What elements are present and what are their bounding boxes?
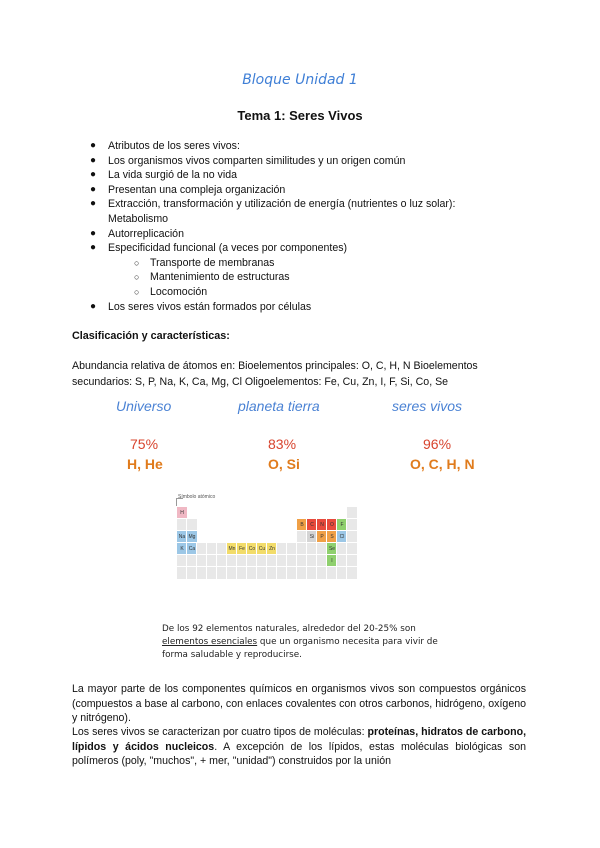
list-item: ● Extracción, transformación y utilización de energía (nutrientes o luz solar): Metabolismo: [90, 198, 456, 225]
list-item: ● Especificidad funcional (a veces por componentes) ○ Transporte de membranas ○ Mantenimiento de estructuras ○ Locomoción: [90, 241, 520, 299]
periodic-cell: S: [326, 530, 338, 544]
figure-caption: De los 92 elementos naturales, alrededor del 20-25% son elementos esenciales que un organismo necesita para vivir de forma saludable y reproducirse.: [162, 624, 438, 660]
list-item: ● Los organismos vivos comparten similitudes y un origen común: [90, 154, 406, 167]
periodic-cell: P: [316, 530, 328, 544]
periodic-cell: Co: [246, 542, 258, 556]
periodic-cell: Ca: [186, 542, 198, 556]
organic-compounds-paragraph: La mayor parte de los componentes químicos en organismos vivos son compuestos orgánicos (compuestos a base al carbono, con enlaces covalentes con otros carbonos, hidrógeno, oxígeno y nitrógeno).: [72, 683, 526, 724]
periodic-cell: Zn: [266, 542, 278, 556]
universe-elements: H, He: [127, 456, 163, 472]
list-item: ● Atributos de los seres vivos:: [90, 140, 240, 152]
periodic-cell: H: [176, 506, 188, 520]
list-item: ● Presentan una compleja organización: [90, 183, 286, 196]
periodic-cell: Se: [326, 542, 338, 556]
periodic-cell: F: [336, 518, 348, 532]
earth-title: planeta tierra: [238, 398, 320, 414]
periodic-cell: Si: [306, 530, 318, 544]
attributes-list: [90, 139, 520, 314]
living-percent: 96%: [423, 436, 452, 452]
periodic-cell: Mg: [186, 530, 198, 544]
list-item: ● Autorreplicación: [90, 227, 184, 240]
periodic-cell: K: [176, 542, 188, 556]
essential-elements-link: elementos esenciales: [162, 637, 258, 647]
periodic-cell: B: [296, 518, 308, 532]
periodic-cell: Cl: [336, 530, 348, 544]
living-beings-title: seres vivos: [392, 398, 463, 414]
sub-list-item: ○ Locomoción: [134, 285, 208, 298]
block-title: Bloque Unidad 1: [242, 72, 358, 88]
periodic-cell: Fe: [236, 542, 248, 556]
periodic-cell: Cu: [256, 542, 268, 556]
earth-percent: 83%: [268, 436, 297, 452]
sub-list: [108, 256, 520, 300]
periodic-cell: C: [306, 518, 318, 532]
universe-title: Universo: [116, 398, 172, 414]
list-item: ● La vida surgió de la no vida: [90, 169, 237, 182]
sub-list-item: ○ Mantenimiento de estructuras: [134, 271, 290, 284]
classification-heading: Clasificación y características:: [72, 330, 230, 342]
universe-percent: 75%: [130, 436, 159, 452]
living-elements: O, C, H, N: [410, 456, 475, 472]
periodic-cell: Mn: [226, 542, 238, 556]
sub-list-item: ○ Transporte de membranas: [134, 256, 275, 269]
periodic-cell: O: [326, 518, 338, 532]
periodic-cell: N: [316, 518, 328, 532]
earth-elements: O, Si: [268, 456, 300, 472]
topic-title: Tema 1: Seres Vivos: [237, 108, 363, 123]
molecules-paragraph: Los seres vivos se caracterizan por cuatro tipos de moléculas: proteínas, hidratos de carbono, lípidos y ácidos nucleicos. A excepción de los lípidos, estas moléculas biológicas son polímeros (poly, "muchos", + mer, "unidad") construidos por la unión: [72, 726, 527, 767]
table-label: Símbolo atómico: [178, 494, 216, 500]
periodic-table: [172, 492, 372, 602]
abundance-paragraph: Abundancia relativa de átomos en: Bioelementos principales: O, C, H, N Bioelementos secundarios: S, P, Na, K, Ca, Mg, Cl Oligoelementos: Fe, Cu, Zn, I, F, Si, Co, Se: [72, 360, 478, 388]
periodic-cell: [346, 566, 358, 580]
list-item: ● Los seres vivos están formados por células: [90, 300, 312, 313]
periodic-cell: I: [326, 554, 338, 568]
periodic-cell: Na: [176, 530, 188, 544]
